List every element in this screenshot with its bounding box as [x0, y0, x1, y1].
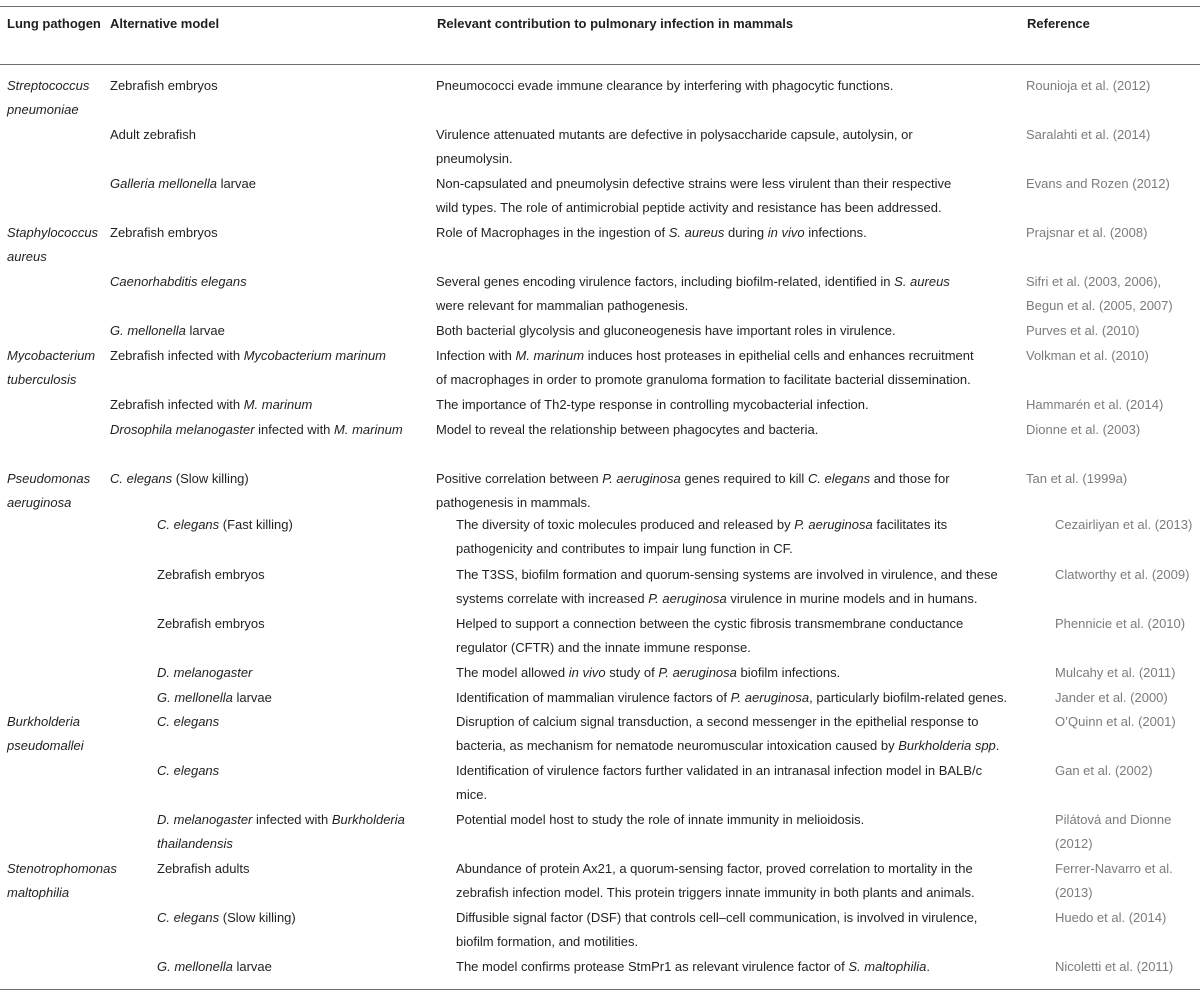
reference-cell	[1026, 221, 1147, 245]
header-pathogen: Lung pathogen	[7, 16, 101, 31]
reference-line: Volkman et al. (2010)	[1026, 348, 1149, 363]
contribution-cell	[436, 74, 893, 98]
contribution-line: Model to reveal the relationship between phagocytes and bacteria.	[436, 422, 819, 437]
contribution-cell	[456, 686, 1007, 710]
reference-cell	[1026, 74, 1150, 98]
contribution-line: The diversity of toxic molecules produced and released by P. aeruginosa facilitates its	[456, 517, 948, 532]
reference-line: Rounioja et al. (2012)	[1026, 78, 1151, 93]
reference-cell	[1055, 906, 1166, 930]
contribution-cell	[456, 759, 982, 807]
header-rule	[0, 64, 1200, 65]
reference-line: (2013)	[1055, 885, 1093, 900]
contribution-cell	[456, 808, 864, 832]
contribution-line: systems correlate with increased P. aeruginosa virulence in murine models and in humans.	[456, 591, 978, 606]
reference-line: Dionne et al. (2003)	[1026, 422, 1141, 437]
reference-line: Saralahti et al. (2014)	[1026, 127, 1151, 142]
reference-cell	[1026, 270, 1173, 318]
pathogen-cell: Mycobacterium tuberculosis	[7, 348, 96, 387]
reference-cell	[1026, 344, 1149, 368]
contribution-line: Pneumococci evade immune clearance by interfering with phagocytic functions.	[436, 78, 894, 93]
model-cell: Zebrafish adults	[157, 861, 250, 876]
model-cell: Zebrafish infected with Mycobacterium marinum	[110, 348, 387, 363]
reference-cell	[1026, 319, 1139, 343]
model-cell: Adult zebrafish	[110, 127, 196, 142]
reference-cell	[1055, 686, 1168, 710]
model-cell: G. mellonella larvae	[110, 323, 225, 338]
pathogen-cell: Streptococcus pneumoniae	[7, 78, 90, 117]
reference-cell	[1055, 612, 1185, 636]
reference-cell	[1055, 955, 1173, 979]
reference-line: Prajsnar et al. (2008)	[1026, 225, 1148, 240]
header-contribution: Relevant contribution to pulmonary infection in mammals	[437, 16, 794, 31]
contribution-line: Virulence attenuated mutants are defective in polysaccharide capsule, autolysin, or	[436, 127, 913, 142]
reference-cell	[1026, 123, 1150, 147]
reference-line: Evans and Rozen (2012)	[1026, 176, 1170, 191]
reference-cell	[1026, 467, 1127, 491]
contribution-cell	[436, 344, 974, 392]
reference-line: Clatworthy et al. (2009)	[1055, 567, 1190, 582]
reference-cell	[1055, 759, 1153, 783]
contribution-line: The model confirms protease StmPr1 as relevant virulence factor of S. maltophilia.	[456, 959, 931, 974]
reference-line: Cezairliyan et al. (2013)	[1055, 517, 1193, 532]
contribution-cell	[436, 270, 950, 318]
contribution-cell	[436, 467, 950, 515]
contribution-cell	[436, 172, 951, 220]
reference-line: Begun et al. (2005, 2007)	[1026, 298, 1173, 313]
model-cell: G. mellonella larvae	[157, 959, 272, 974]
contribution-cell	[436, 418, 818, 442]
contribution-line: Abundance of protein Ax21, a quorum-sensing factor, proved correlation to mortality in the	[456, 861, 973, 876]
contribution-cell	[456, 563, 998, 611]
reference-line: Sifri et al. (2003, 2006),	[1026, 274, 1162, 289]
contribution-cell	[456, 513, 947, 561]
reference-line: Huedo et al. (2014)	[1055, 910, 1167, 925]
contribution-line: The importance of Th2-type response in controlling mycobacterial infection.	[436, 397, 869, 412]
reference-line: Hammarén et al. (2014)	[1026, 397, 1164, 412]
contribution-cell	[436, 393, 869, 417]
model-cell: G. mellonella larvae	[157, 690, 272, 705]
pathogen-cell: Stenotrophomonas maltophilia	[7, 861, 117, 900]
model-cell: Zebrafish embryos	[157, 616, 265, 631]
reference-cell	[1055, 710, 1176, 734]
contribution-line: pathogenicity and contributes to impair lung function in CF.	[456, 541, 793, 556]
contribution-line: pneumolysin.	[436, 151, 513, 166]
reference-line: Pilátová and Dionne	[1055, 812, 1172, 827]
reference-cell	[1026, 393, 1163, 417]
contribution-cell	[456, 710, 999, 758]
model-cell: Zebrafish embryos	[157, 567, 265, 582]
contribution-cell	[456, 955, 930, 979]
pathogen-cell: Staphylococcus aureus	[7, 225, 99, 264]
model-cell: Zebrafish infected with M. marinum	[110, 397, 313, 412]
contribution-line: were relevant for mammalian pathogenesis.	[436, 298, 689, 313]
model-cell: Drosophila melanogaster infected with M. marinum	[110, 422, 403, 437]
contribution-line: Potential model host to study the role of innate immunity in melioidosis.	[456, 812, 865, 827]
header-model: Alternative model	[110, 16, 220, 31]
contribution-line: Identification of virulence factors further validated in an intranasal infection model in BALB/c	[456, 763, 983, 778]
model-cell: C. elegans (Fast killing)	[157, 517, 293, 532]
reference-cell	[1026, 418, 1140, 442]
top-rule	[0, 6, 1200, 7]
model-cell: D. melanogaster infected with Burkholderia thailandensis	[157, 812, 405, 851]
model-cell: C. elegans	[157, 763, 220, 778]
reference-cell	[1055, 808, 1171, 856]
contribution-line: Both bacterial glycolysis and gluconeogenesis have important roles in virulence.	[436, 323, 896, 338]
contribution-line: Several genes encoding virulence factors, including biofilm-related, identified in S. aureus	[436, 274, 950, 289]
contribution-cell	[436, 319, 896, 343]
contribution-cell	[456, 661, 840, 685]
reference-line: Mulcahy et al. (2011)	[1055, 665, 1176, 680]
contribution-line: mice.	[456, 787, 488, 802]
model-cell: C. elegans (Slow killing)	[157, 910, 296, 925]
contribution-cell	[456, 906, 977, 954]
model-cell: Zebrafish embryos	[110, 225, 218, 240]
contribution-line: Helped to support a connection between the cystic fibrosis transmembrane conductance	[456, 616, 964, 631]
contribution-cell	[436, 221, 867, 245]
contribution-line: wild types. The role of antimicrobial peptide activity and resistance has been addressed.	[436, 200, 942, 215]
contribution-line: Disruption of calcium signal transduction, a second messenger in the epithelial response to	[456, 714, 979, 729]
reference-cell	[1026, 172, 1170, 196]
reference-line: Nicoletti et al. (2011)	[1055, 959, 1174, 974]
model-cell: Galleria mellonella larvae	[110, 176, 256, 191]
reference-line: Ferrer-Navarro et al.	[1055, 861, 1173, 876]
contribution-line: regulator (CFTR) and the innate immune response.	[456, 640, 751, 655]
contribution-line: Non-capsulated and pneumolysin defective strains were less virulent than their respective	[436, 176, 952, 191]
reference-cell	[1055, 857, 1173, 905]
contribution-cell	[436, 123, 913, 171]
header-reference: Reference	[1027, 16, 1090, 31]
reference-cell	[1055, 563, 1189, 587]
reference-line: Tan et al. (1999a)	[1026, 471, 1128, 486]
contribution-line: Diffusible signal factor (DSF) that controls cell–cell communication, is involved in virulence,	[456, 910, 978, 925]
reference-line: Jander et al. (2000)	[1055, 690, 1168, 705]
model-cell: C. elegans (Slow killing)	[110, 471, 249, 486]
reference-line: O’Quinn et al. (2001)	[1055, 714, 1176, 729]
model-cell: Zebrafish embryos	[110, 78, 218, 93]
contribution-cell	[456, 612, 963, 660]
contribution-line: bacteria, as mechanism for nematode neuromuscular intoxication caused by Burkholderia spp.	[456, 738, 1000, 753]
contribution-line: Role of Macrophages in the ingestion of S. aureus during in vivo infections.	[436, 225, 867, 240]
contribution-line: pathogenesis in mammals.	[436, 495, 591, 510]
reference-line: (2012)	[1055, 836, 1093, 851]
contribution-line: Identification of mammalian virulence factors of P. aeruginosa, particularly biofilm-related genes.	[456, 690, 1008, 705]
reference-cell	[1055, 661, 1175, 685]
contribution-line: Positive correlation between P. aeruginosa genes required to kill C. elegans and those for	[436, 471, 950, 486]
reference-line: Gan et al. (2002)	[1055, 763, 1153, 778]
contribution-line: Infection with M. marinum induces host proteases in epithelial cells and enhances recruitment	[436, 348, 974, 363]
contribution-line: The T3SS, biofilm formation and quorum-sensing systems are involved in virulence, and these	[456, 567, 998, 582]
reference-line: Purves et al. (2010)	[1026, 323, 1140, 338]
contribution-cell	[456, 857, 975, 905]
reference-line: Phennicie et al. (2010)	[1055, 616, 1186, 631]
pathogen-cell: Pseudomonas aeruginosa	[7, 471, 91, 510]
contribution-line: zebrafish infection model. This protein triggers innate immunity in both plants and animals.	[456, 885, 975, 900]
model-cell: D. melanogaster	[157, 665, 253, 680]
pathogen-cell: Burkholderia pseudomallei	[7, 714, 84, 753]
contribution-line: biofilm formation, and motilities.	[456, 934, 639, 949]
model-cell: Caenorhabditis elegans	[110, 274, 247, 289]
contribution-line: The model allowed in vivo study of P. aeruginosa biofilm infections.	[456, 665, 841, 680]
model-cell: C. elegans	[157, 714, 220, 729]
contribution-line: of macrophages in order to promote granuloma formation to facilitate bacterial dissemination.	[436, 372, 971, 387]
bottom-rule	[0, 989, 1200, 990]
reference-cell	[1055, 513, 1192, 537]
